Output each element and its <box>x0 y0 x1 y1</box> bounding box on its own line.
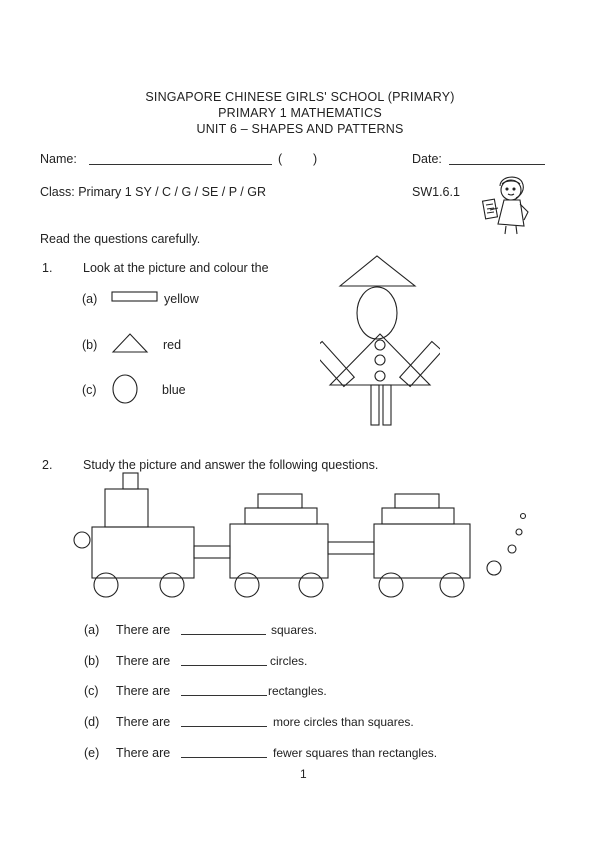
school-title: SINGAPORE CHINESE GIRLS' SCHOOL (PRIMARY) <box>145 90 455 104</box>
q1-prompt: Look at the picture and colour the <box>83 261 269 275</box>
q1b-colour: red <box>163 338 182 352</box>
right-leg-rectangle <box>383 385 391 425</box>
q2a-label: (a) <box>84 623 100 637</box>
cargo-top-rectangle <box>395 494 439 508</box>
train-figure <box>68 468 538 606</box>
wheel-circle <box>379 573 403 597</box>
q2d-post: more circles than squares. <box>273 715 414 729</box>
headlight-circle <box>74 532 90 548</box>
smoke-circle <box>508 545 516 553</box>
answer-field-b[interactable] <box>181 665 267 666</box>
q2b-post: circles. <box>270 654 308 668</box>
q1b-label: (b) <box>82 338 98 352</box>
q1c-colour: blue <box>162 383 186 397</box>
q1c-label: (c) <box>82 383 97 397</box>
hat-triangle <box>340 256 415 286</box>
girl-with-clipboard-icon <box>476 170 546 236</box>
q1a-label: (a) <box>82 292 98 306</box>
subject-title: PRIMARY 1 MATHEMATICS <box>218 106 382 120</box>
button-circle <box>375 340 385 350</box>
q2c-pre: There are <box>116 684 171 698</box>
button-circle <box>375 371 385 381</box>
unit-title: UNIT 6 – SHAPES AND PATTERNS <box>196 122 404 136</box>
left-leg-rectangle <box>371 385 379 425</box>
chimney-square <box>123 473 138 489</box>
q2e-pre: There are <box>116 746 171 760</box>
wagon-rectangle <box>230 524 328 578</box>
shape-person-figure <box>320 250 440 430</box>
instructions: Read the questions carefully. <box>40 232 201 246</box>
cab-rectangle <box>105 489 148 527</box>
smoke-circle <box>516 529 522 535</box>
q2-number: 2. <box>42 458 53 472</box>
name-label: Name: <box>40 152 77 166</box>
name-field[interactable] <box>89 164 272 165</box>
cargo-top-rectangle <box>258 494 302 508</box>
q2e-label: (e) <box>84 746 100 760</box>
q2-prompt: Study the picture and answer the following questions. <box>83 458 379 472</box>
q2a-pre: There are <box>116 623 171 637</box>
wheel-circle <box>160 573 184 597</box>
wheel-circle <box>235 573 259 597</box>
q2e-post: fewer squares than rectangles. <box>273 746 438 760</box>
wheel-circle <box>94 573 118 597</box>
q2a-post: squares. <box>271 623 318 637</box>
wheel-circle <box>440 573 464 597</box>
q2c-post: rectangles. <box>268 684 327 698</box>
q2d-pre: There are <box>116 715 171 729</box>
register-number-close: ) <box>313 152 318 166</box>
date-field[interactable] <box>449 164 545 165</box>
right-arm-rectangle <box>400 341 440 386</box>
answer-field-e[interactable] <box>181 757 267 758</box>
q1a-colour: yellow <box>164 292 199 306</box>
left-arm-rectangle <box>320 341 354 386</box>
worksheet-code: SW1.6.1 <box>412 185 460 199</box>
smoke-circle <box>521 514 526 519</box>
q2c-label: (c) <box>84 684 99 698</box>
head-oval <box>357 287 397 339</box>
q2b-pre: There are <box>116 654 171 668</box>
circle-icon <box>111 373 141 405</box>
register-number-open: ( <box>278 152 283 166</box>
rectangle-icon <box>110 290 160 304</box>
q2d-label: (d) <box>84 715 100 729</box>
connector-rectangle <box>328 542 374 554</box>
triangle-icon <box>110 330 152 356</box>
answer-field-c[interactable] <box>181 695 267 696</box>
wheel-circle <box>299 573 323 597</box>
button-circle <box>375 355 385 365</box>
wagon-rectangle <box>374 524 470 578</box>
smoke-circle <box>487 561 501 575</box>
q2b-label: (b) <box>84 654 100 668</box>
engine-rectangle <box>92 527 194 578</box>
class-label: Class: Primary 1 SY / C / G / SE / P / GR <box>40 185 266 199</box>
date-label: Date: <box>412 152 442 166</box>
answer-field-a[interactable] <box>181 634 266 635</box>
q1-number: 1. <box>42 261 53 275</box>
connector-rectangle <box>194 546 230 558</box>
page-number: 1 <box>300 767 307 781</box>
cargo-mid-rectangle <box>382 508 454 524</box>
cargo-mid-rectangle <box>245 508 317 524</box>
answer-field-d[interactable] <box>181 726 267 727</box>
